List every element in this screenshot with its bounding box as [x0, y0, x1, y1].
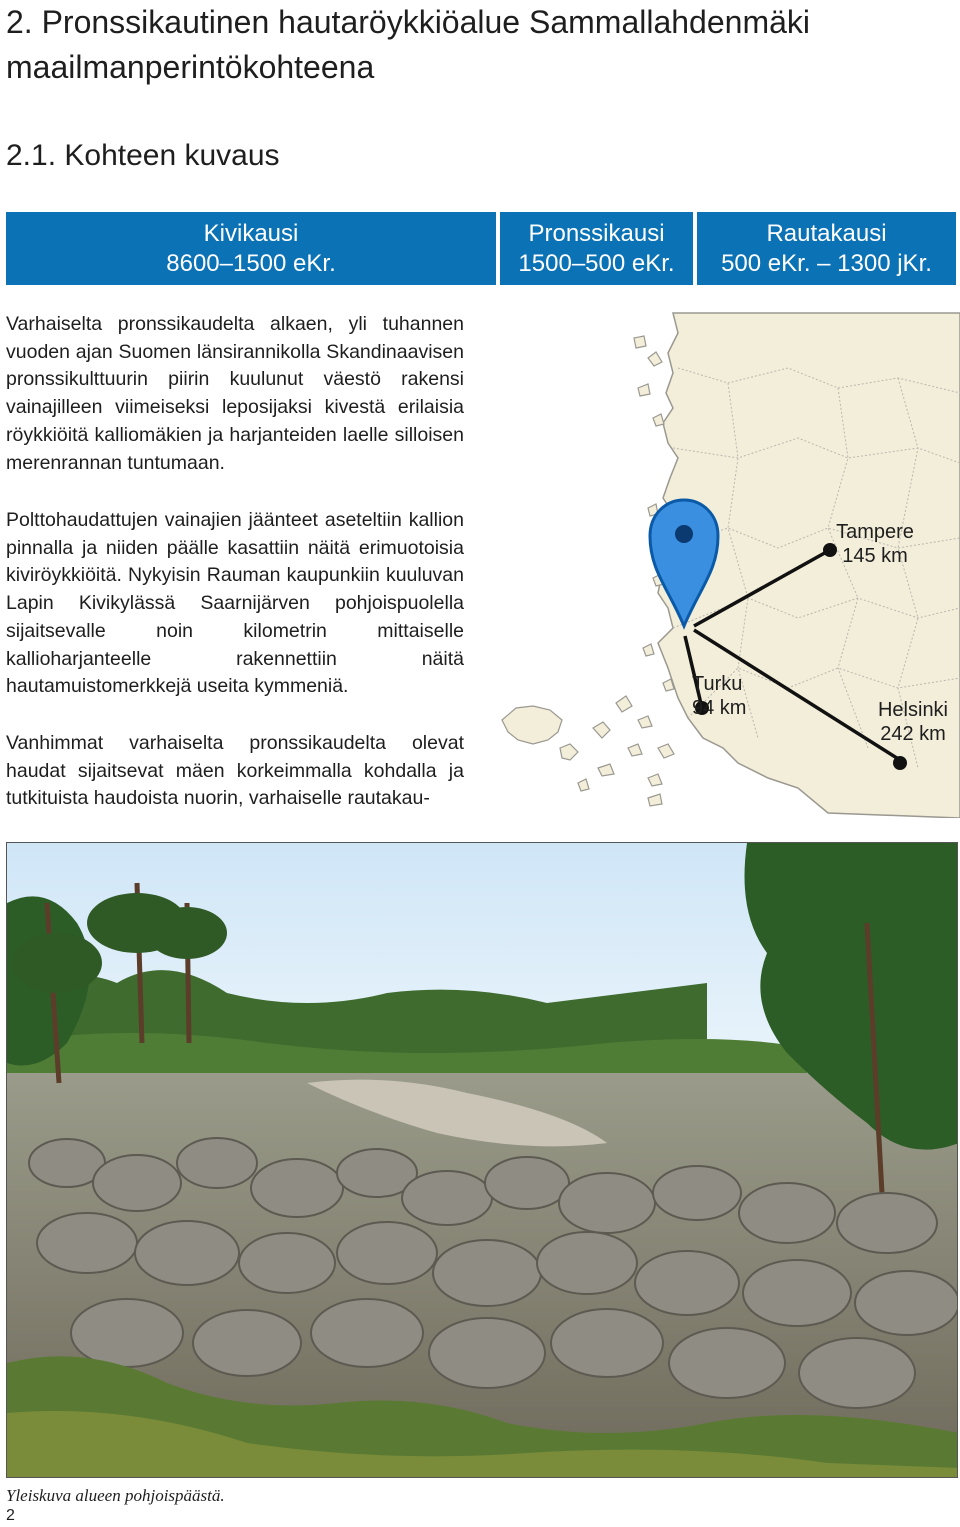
city-name: Turku: [692, 673, 743, 695]
site-photo: [6, 842, 958, 1478]
period-bronze-age: [500, 212, 693, 285]
body-paragraph-3: Vanhimmat varhaiselta pronssikaudelta olevat haudat sijaitsevat mäen korkeimmalla kohdalla ja tutkituista haudoista nuorin, varhaiselle rautakau-: [6, 732, 464, 810]
period-range: 500 eKr. – 1300 jKr.: [721, 249, 932, 277]
body-paragraph-1: Varhaiselta pronssikaudelta alkaen, yli tuhannen vuoden ajan Suomen länsirannikolla Skandinaavisen pronssikulttuurin piirin kuulunut väestö rakensi vainajilleen viimeiseksi leposijaksi kivestä erilaisia röykkiöitä kalliomäkien ja harjanteiden laelle silloisen merenrannan tuntumaan.: [6, 313, 464, 474]
period-range: 1500–500 eKr.: [518, 249, 675, 277]
page-number: 2: [6, 1507, 15, 1524]
page-title: 2. Pronssikautinen hautaröykkiöalue Sammallahdenmäki maailmanperintökohteena: [6, 4, 810, 85]
photo-caption: Yleiskuva alueen pohjoispäästä.: [6, 1486, 225, 1505]
location-map: [498, 308, 960, 818]
period-range: 8600–1500 eKr.: [166, 249, 336, 277]
map-label-helsinki: [868, 698, 958, 746]
city-distance: 94 km: [692, 697, 747, 719]
city-distance: 242 km: [880, 723, 946, 745]
map-label-turku: [692, 672, 776, 720]
period-stone-age: [6, 212, 496, 285]
helsinki-dot: [893, 756, 907, 770]
period-name: Kivikausi: [203, 219, 299, 247]
body-paragraph-2: Polttohaudattujen vainajien jäänteet aseteltiin kallion pinnalla ja niiden päälle kasattiin näitä erimuotoisia kiviröykkiöitä. Nykyisin Rauman kaupunkiin kuuluvan Lapin Kivikylässä Saarnijärven pohjoispuolella sijaitsevalle noin kilometrin mittaiselle kallioharjanteelle rakennettiin näitä hautamuistomerkkejä useita kymmeniä.: [6, 509, 464, 698]
city-name: Tampere: [836, 521, 914, 543]
landscape-illustration: [7, 843, 958, 1478]
archipelago: [502, 336, 674, 806]
section-title: 2.1. Kohteen kuvaus: [6, 139, 280, 172]
period-timeline: [0, 212, 960, 285]
city-distance: 145 km: [842, 545, 908, 567]
period-name: Rautakausi: [766, 219, 887, 247]
period-iron-age: [697, 212, 956, 285]
map-label-tampere: [818, 520, 932, 568]
city-name: Helsinki: [877, 699, 949, 721]
period-name: Pronssikausi: [528, 219, 665, 247]
